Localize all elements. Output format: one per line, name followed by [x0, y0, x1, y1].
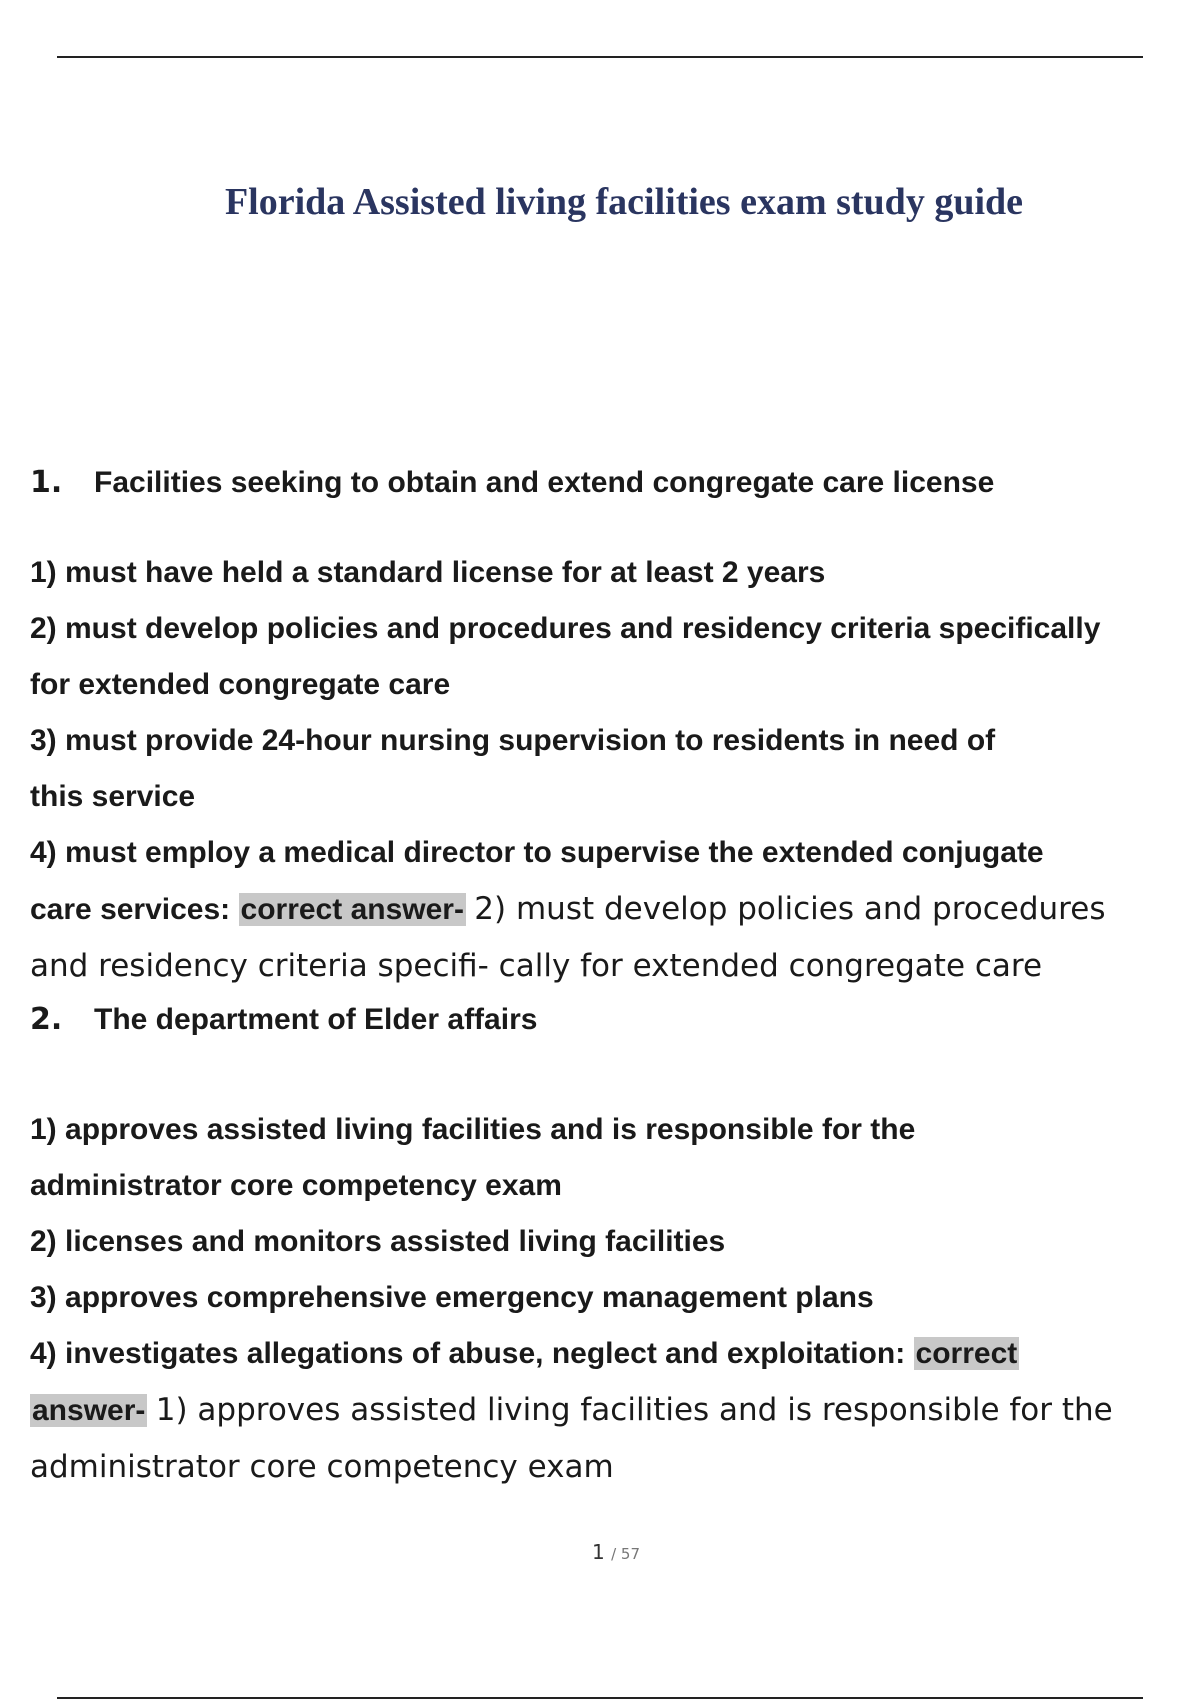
correct-answer-label: correct: [915, 1337, 1018, 1370]
option-line: 2) must develop policies and procedures and residency criteria specifically: [30, 612, 1101, 645]
top-rule: [57, 56, 1143, 58]
option-tail: care services:: [30, 893, 231, 926]
answer-text: and residency criteria specifi- cally for extended congregate care: [30, 948, 1043, 984]
correct-answer-label: answer-: [32, 1394, 146, 1427]
option-tail: 4) investigates allegations of abuse, neglect and exploitation:: [30, 1337, 906, 1370]
bottom-rule: [57, 1697, 1143, 1699]
question-1: [30, 455, 1180, 511]
answer-text: administrator core competency exam: [30, 1449, 614, 1485]
option-line: administrator core competency exam: [30, 1169, 562, 1202]
answer-text: 2) must develop policies and procedures: [474, 891, 1106, 927]
option-line: this service: [30, 780, 196, 813]
question-prompt: The department of Elder affairs: [94, 1003, 538, 1036]
page-current: 1: [591, 1540, 605, 1564]
answer-line: [30, 881, 1180, 938]
question-1-options: [30, 545, 1180, 994]
option-line: 4) must employ a medical director to supervise the extended conjugate: [30, 836, 1044, 869]
page-total: / 57: [611, 1545, 640, 1563]
document-title: Florida Assisted living facilities exam study guide: [224, 181, 1024, 223]
option-line: 2) licenses and monitors assisted living facilities: [30, 1225, 726, 1258]
question-number: 2.: [30, 1002, 63, 1037]
question-number: 1.: [30, 465, 63, 500]
option-line: 1) must have held a standard license for at least 2 years: [30, 556, 826, 589]
question-2-options: [30, 1102, 1180, 1495]
question-2: [30, 992, 1180, 1048]
answer-text: 1) approves assisted living facilities and is responsible for the: [155, 1392, 1113, 1428]
option-line: 3) must provide 24-hour nursing supervision to residents in need of: [30, 724, 996, 757]
answer-line: [30, 1326, 1180, 1382]
option-line: for extended congregate care: [30, 668, 451, 701]
option-line: 3) approves comprehensive emergency management plans: [30, 1281, 874, 1314]
page-indicator: [0, 1540, 1200, 1564]
question-1-heading: [30, 455, 1180, 511]
correct-answer-label: correct answer-: [240, 893, 464, 926]
option-line: 1) approves assisted living facilities and is responsible for the: [30, 1113, 916, 1146]
question-prompt: Facilities seeking to obtain and extend congregate care license: [94, 466, 995, 499]
question-2-heading: [30, 992, 1180, 1048]
answer-line: [30, 1382, 1180, 1439]
